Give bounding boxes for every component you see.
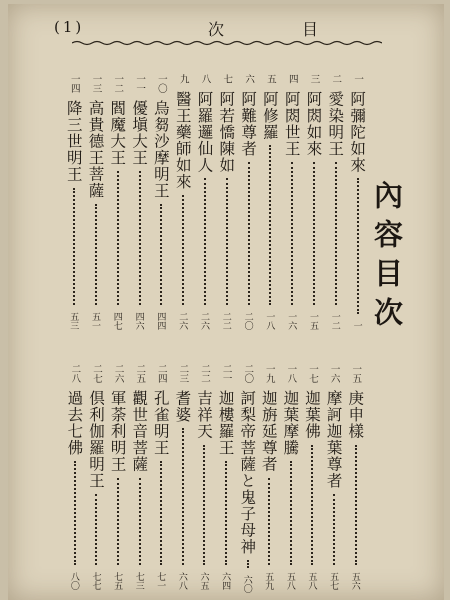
leader-dots (310, 445, 313, 566)
leader-dots (334, 162, 337, 306)
entry-page-number: 一二 (329, 312, 340, 330)
toc-entry (303, 74, 325, 330)
entry-page-number: 一 (351, 321, 362, 330)
toc-entry (172, 74, 194, 330)
entry-name: 軍荼利明王 (108, 390, 127, 473)
leader-dots (138, 171, 141, 305)
entry-page-number: 六四 (220, 572, 231, 590)
entry-page-number: 二六 (177, 312, 188, 330)
leader-dots (268, 145, 271, 305)
entry-page-number: 四七 (111, 312, 122, 330)
entry-number: 一六 (328, 364, 340, 383)
running-header (8, 12, 444, 38)
leader-dots (73, 461, 76, 565)
entry-page-number: 五三 (68, 312, 79, 330)
entry-page-number: 一五 (308, 312, 318, 330)
entry-page-number: 五一 (90, 312, 100, 330)
entry-number: 一二 (112, 74, 124, 93)
entry-page-number: 七一 (155, 572, 166, 590)
leader-dots (72, 188, 75, 306)
entry-page-number: 四六 (133, 312, 144, 330)
leader-dots (312, 162, 315, 306)
toc-entry (346, 74, 368, 330)
entry-name: 阿若憍陳如 (217, 90, 236, 173)
toc-entry (128, 74, 150, 330)
toc-entry (85, 364, 107, 590)
toc-entry (193, 364, 215, 590)
entry-name: 阿閦如來 (304, 90, 323, 157)
entry-page-number: 五八 (284, 572, 295, 590)
header-char-right: 目 (302, 20, 319, 39)
entry-number: 一一 (134, 74, 146, 93)
toc-entry (107, 364, 129, 590)
entry-number: 二三 (177, 364, 189, 383)
entry-name: 降三世明王 (64, 100, 83, 183)
entry-number: 一五 (350, 364, 362, 383)
entry-number: 二 (330, 74, 342, 84)
toc-entry (344, 364, 366, 590)
leader-dots (116, 171, 119, 305)
entry-page-number: 六五 (198, 572, 209, 590)
toc-title: 內容目次 (370, 180, 404, 336)
toc-entry (258, 364, 280, 590)
entry-number: 二四 (155, 364, 167, 383)
entry-number: 七 (221, 74, 233, 84)
entry-name: 吉祥天 (194, 390, 213, 440)
entry-page-number: 二六 (199, 312, 209, 330)
leader-dots (116, 478, 119, 566)
entry-number: 一三 (90, 74, 102, 93)
entry-number: 五 (264, 74, 276, 84)
entry-name: 阿修羅 (260, 90, 279, 140)
entry-page-number: 六〇 (241, 575, 252, 593)
toc-entry (323, 364, 345, 590)
toc-entry (150, 74, 172, 330)
entry-number: 四 (286, 74, 298, 84)
leader-dots (246, 560, 249, 568)
entry-name: 優塡大王 (130, 100, 149, 166)
toc-entry (301, 364, 323, 590)
leader-dots (138, 478, 141, 566)
entry-page-number: 二二 (220, 312, 231, 330)
entry-number: 九 (177, 74, 189, 84)
entry-number: 二五 (134, 364, 146, 383)
toc-entry (85, 74, 107, 330)
leader-dots (332, 494, 335, 565)
entry-page-number: 七五 (112, 572, 123, 590)
entry-name: 烏芻沙摩明王 (151, 100, 170, 199)
entry-page-number: 一六 (286, 312, 297, 330)
entry-page-number: 八〇 (68, 572, 79, 590)
entry-name: 高貴德王菩薩 (86, 100, 105, 199)
leader-dots (202, 445, 205, 566)
leader-dots (181, 428, 184, 565)
entry-name: 阿閦世王 (282, 90, 301, 157)
toc-entry (237, 74, 259, 330)
toc-entry (215, 364, 237, 590)
toc-entry (236, 364, 258, 593)
entry-page-number: 一八 (264, 312, 275, 330)
entry-number: 三 (308, 74, 320, 84)
leader-dots (225, 178, 228, 305)
entry-number: 二二 (198, 364, 210, 383)
entry-page-number: 七七 (90, 572, 101, 590)
leader-dots (159, 204, 162, 305)
entry-name: 迦葉佛 (302, 390, 321, 440)
entry-number: 二〇 (242, 364, 254, 383)
page-number: (1) (54, 18, 85, 36)
leader-dots (354, 445, 357, 566)
entry-page-number: 五六 (349, 572, 360, 590)
leader-dots (267, 478, 270, 566)
entry-number: 二六 (112, 364, 124, 383)
toc-entry (64, 364, 86, 590)
toc-entry (324, 74, 346, 330)
entry-name: 孔雀明王 (151, 390, 170, 456)
entry-number: 二七 (90, 364, 102, 383)
entry-name: 訶梨帝菩薩と鬼子母神 (238, 390, 257, 555)
entry-name: 迦樓羅王 (216, 390, 235, 456)
entry-name: 愛染明王 (326, 90, 345, 157)
entry-name: 觀世音菩薩 (130, 390, 149, 473)
entry-number: 一四 (68, 74, 80, 93)
book-page (8, 4, 444, 600)
toc-column-block-lower (60, 364, 366, 593)
entry-name: 摩訶迦葉尊者 (324, 390, 343, 489)
toc-entry (194, 74, 216, 330)
entry-page-number: 五七 (328, 572, 339, 590)
entry-name: 迦旃延尊者 (259, 390, 278, 473)
entry-name: 阿羅邏仙人 (195, 90, 214, 173)
entry-page-number: 五八 (306, 572, 317, 590)
leader-dots (224, 461, 227, 565)
leader-dots (159, 461, 162, 565)
toc-entry (106, 74, 128, 330)
entry-name: 阿難尊者 (239, 90, 258, 157)
entry-number: 六 (243, 74, 255, 84)
entry-name: 倶利伽羅明王 (86, 390, 105, 489)
toc-entry (215, 74, 237, 330)
leader-dots (290, 162, 293, 306)
entry-number: 八 (199, 74, 211, 84)
leader-dots (356, 178, 359, 314)
leader-dots (289, 461, 292, 565)
toc-entry (150, 364, 172, 590)
entry-number: 二八 (69, 364, 81, 383)
entry-name: 耆婆 (173, 390, 192, 423)
entry-name: 阿彌陀如來 (348, 90, 367, 173)
leader-dots (94, 494, 97, 565)
header-wavy-rule (72, 40, 382, 46)
entry-name: 迦葉摩騰 (281, 390, 300, 456)
entry-name: 醫王藥師如來 (173, 90, 192, 190)
entry-name: 閻魔大王 (108, 100, 127, 166)
leader-dots (181, 195, 184, 306)
entry-name: 庚申樣 (346, 390, 365, 440)
entry-number: 一八 (285, 364, 297, 383)
leader-dots (247, 162, 250, 306)
entry-name: 過去七佛 (65, 390, 84, 456)
entry-page-number: 七三 (133, 572, 144, 590)
entry-number: 二一 (220, 364, 232, 383)
toc-entry (63, 74, 85, 330)
entry-page-number: 六八 (176, 572, 187, 590)
toc-column-block-upper (58, 74, 368, 330)
entry-number: 一 (352, 74, 364, 84)
leader-dots (94, 204, 97, 305)
entry-number: 一〇 (155, 74, 167, 93)
toc-entry (259, 74, 281, 330)
toc-entry (280, 364, 302, 590)
entry-number: 一七 (306, 364, 318, 383)
leader-dots (203, 178, 206, 305)
entry-page-number: 五九 (263, 572, 274, 590)
toc-entry (281, 74, 303, 330)
entry-page-number: 四四 (155, 312, 166, 330)
entry-number: 一九 (263, 364, 275, 383)
toc-entry (128, 364, 150, 590)
toc-entry (172, 364, 194, 590)
entry-page-number: 二〇 (242, 312, 253, 330)
header-char-left: 次 (208, 20, 225, 39)
